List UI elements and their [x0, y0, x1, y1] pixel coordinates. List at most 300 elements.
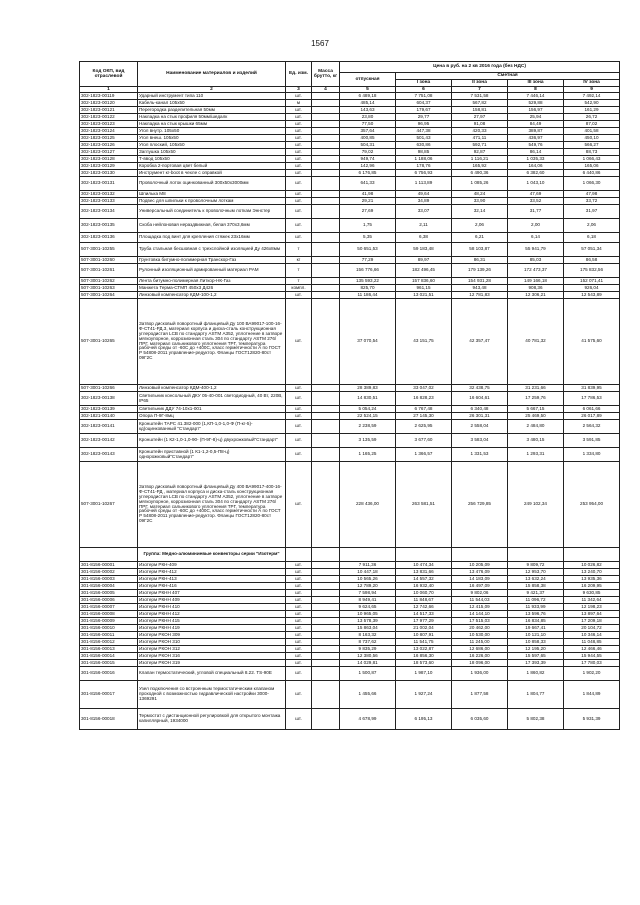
row-price: 32,14: [452, 205, 508, 219]
row-name: Затвор дисковый поворотный фланцевый Ду 400 ВА99017-400-16-Ф-СТ41-РД , материал корпуса и диска-сталь конструкционная углеродистая LCB по стандарту АSТМ А352, уплотнение в затворе мягкоупорное, коррозионная сталь 304 по стандарту АSТМ 276/ПРГ, материал сальникового уплотнения ТРГ, температура рабочей среды от -60С до +400С, класс герметичности А по ГОСТ Р 54808-2011 управление-редуктор. Фланцы ГОСТ12820-80ст 09Г2С: [138, 462, 286, 548]
row-name: Грунтовка битумно-полимерная Транскор-Газ: [138, 257, 286, 264]
row-price: 40 781,32: [508, 299, 564, 385]
row-mass: [312, 562, 340, 569]
row-price: 10 474,34: [396, 562, 452, 569]
row-price: 149 166,18: [508, 278, 564, 285]
row-price: 3 135,59: [340, 434, 396, 448]
row-price: 16 834,85: [508, 618, 564, 625]
row-price: 1 116,21: [452, 156, 508, 163]
row-price: 86,14: [508, 149, 564, 156]
row-mass: [312, 163, 340, 170]
row-price: 14 830,51: [340, 392, 396, 406]
row-price: 6,38: [396, 233, 452, 243]
row-price: 98,85: [396, 149, 452, 156]
row-name: Изотерм РКНН 410: [138, 604, 286, 611]
table-row: [80, 205, 620, 219]
row-price: 57 051,34: [564, 243, 620, 257]
row-unit: шт.: [286, 191, 312, 198]
row-name: Изотерм РКН-416: [138, 583, 286, 590]
row-unit: шт.: [286, 462, 312, 548]
row-price: 12 195,20: [508, 646, 564, 653]
row-price: 10 530,00: [452, 632, 508, 639]
row-mass: [312, 434, 340, 448]
row-price: 15 944,55: [564, 653, 620, 660]
row-name: Изотерм РКНН 419: [138, 625, 286, 632]
row-price: 26 017,89: [564, 413, 620, 420]
row-unit: шт.: [286, 639, 312, 646]
row-price: 12 415,09: [452, 604, 508, 611]
row-name: Инструмент кг-boot в чехле с оправкой: [138, 170, 286, 177]
row-mass: [312, 257, 340, 264]
row-price: 156,97: [508, 107, 564, 114]
row-code: 302-1823-00130: [80, 170, 138, 177]
row-unit: шт.: [286, 660, 312, 667]
row-price: 31 839,95: [564, 385, 620, 392]
row-price: 31,77: [508, 205, 564, 219]
table-row: [80, 604, 620, 611]
row-price: 10 565,26: [340, 576, 396, 583]
row-name: Накладка на стык профиля 50мм/шедалк: [138, 114, 286, 121]
table-row: [80, 219, 620, 233]
row-price: 48,24: [452, 191, 508, 198]
row-mass: [312, 604, 340, 611]
row-price: 1 043,10: [508, 177, 564, 191]
row-code: 507-3001-10260: [80, 257, 138, 264]
row-price: 20 104,72: [564, 625, 620, 632]
row-mass: [312, 219, 340, 233]
group-empty-cell: [564, 548, 620, 562]
row-name: Клапан термостатический, угловой специальный 8.22. TS-90E: [138, 667, 286, 681]
row-price: 14 517,33: [396, 611, 452, 618]
row-price: 549,76: [508, 142, 564, 149]
row-name: Площадка под винт для крепления стяжек 23х16мм: [138, 233, 286, 243]
row-price: 12 306,21: [508, 292, 564, 299]
row-price: 15 858,38: [508, 583, 564, 590]
row-price: 33,72: [564, 198, 620, 205]
row-unit: шт.: [286, 420, 312, 434]
row-unit: шт.: [286, 590, 312, 597]
row-unit: шт.: [286, 385, 312, 392]
row-mass: [312, 590, 340, 597]
table-row: [80, 667, 620, 681]
row-price: 16 932,40: [396, 583, 452, 590]
row-price: 20 462,00: [452, 625, 508, 632]
row-code: 301-8156-00016: [80, 667, 138, 681]
row-price: 13 022,87: [396, 646, 452, 653]
row-price: 43 151,75: [396, 299, 452, 385]
row-price: 357,64: [340, 128, 396, 135]
row-unit: шт.: [286, 413, 312, 420]
row-price: 49,64: [396, 191, 452, 198]
row-unit: шт.: [286, 205, 312, 219]
row-code: 301-8156-00010: [80, 625, 138, 632]
row-price: 1 500,87: [340, 667, 396, 681]
row-price: 9 421,37: [508, 590, 564, 597]
row-mass: [312, 660, 340, 667]
row-price: 47,69: [508, 191, 564, 198]
row-code: 507-3001-10262: [80, 278, 138, 285]
row-name: Манжета Терма-СТМП 450х3 Д426: [138, 285, 286, 292]
group-row: [80, 548, 620, 562]
row-price: 172 473,37: [508, 264, 564, 278]
row-mass: [312, 639, 340, 646]
row-price: 157 836,60: [396, 278, 452, 285]
row-price: 2 484,80: [508, 420, 564, 434]
row-price: 5 054,24: [340, 406, 396, 413]
row-price: 59 183,48: [396, 243, 452, 257]
table-row: [80, 385, 620, 392]
row-price: 249 102,34: [508, 462, 564, 548]
row-name: Линзовый компенсатор КДМ-100-1,2: [138, 292, 286, 299]
row-price: 3 480,15: [508, 434, 564, 448]
table-row: [80, 583, 620, 590]
row-price: 6 490,36: [452, 170, 508, 177]
table-row: [80, 569, 620, 576]
row-price: 3 591,85: [564, 434, 620, 448]
row-code: 302-1823-00136: [80, 233, 138, 243]
row-code: 302-1823-00122: [80, 114, 138, 121]
row-price: 11 544,03: [452, 597, 508, 604]
row-price: 12 742,66: [396, 604, 452, 611]
row-code: 507-3001-10267: [80, 462, 138, 548]
row-price: 16 604,61: [452, 392, 508, 406]
row-name: Изотерм РКОН 316: [138, 653, 286, 660]
row-price: 7 446,14: [508, 93, 564, 100]
table-row: [80, 576, 620, 583]
row-price: 42 357,47: [452, 299, 508, 385]
row-price: 1 902,20: [564, 667, 620, 681]
row-mass: [312, 149, 340, 156]
row-name: Шпилька М8: [138, 191, 286, 198]
row-mass: [312, 243, 340, 257]
row-name: Заглушка 105х50: [138, 149, 286, 156]
row-price: 12 686,00: [452, 646, 508, 653]
row-price: 7 751,08: [396, 93, 452, 100]
row-code: 507-3001-10264: [80, 292, 138, 299]
row-mass: [312, 709, 340, 730]
row-mass: [312, 170, 340, 177]
row-price: 450,10: [564, 135, 620, 142]
row-price: 228 436,00: [340, 462, 396, 548]
table-row: [80, 462, 620, 548]
row-price: 11 848,67: [396, 597, 452, 604]
row-unit: шт.: [286, 163, 312, 170]
table-row: [80, 653, 620, 660]
row-price: 6 756,93: [396, 170, 452, 177]
row-price: 11 933,99: [508, 604, 564, 611]
row-unit: т: [286, 264, 312, 278]
row-mass: [312, 285, 340, 292]
row-code: 507-3001-10266: [80, 385, 138, 392]
row-name: Т-ввод 105х50: [138, 156, 286, 163]
table-row: [80, 562, 620, 569]
row-price: 13 831,66: [396, 569, 452, 576]
row-price: 17 515,03: [452, 618, 508, 625]
row-price: 165,92: [452, 163, 508, 170]
row-price: 47,98: [564, 191, 620, 198]
row-price: 10 026,82: [564, 562, 620, 569]
row-unit: шт.: [286, 299, 312, 385]
row-unit: шт.: [286, 604, 312, 611]
row-price: 88,73: [564, 149, 620, 156]
row-price: 12 781,83: [452, 292, 508, 299]
row-price: 1 331,53: [452, 448, 508, 462]
row-price: 23,80: [340, 114, 396, 121]
header-zone2: II зона: [452, 80, 508, 87]
row-price: 16 856,30: [396, 653, 452, 660]
row-code: 301-8156-00005: [80, 590, 138, 597]
row-price: 9 802,06: [452, 590, 508, 597]
row-price: 256 729,85: [452, 462, 508, 548]
row-price: 31,97: [564, 205, 620, 219]
row-price: 1 860,82: [508, 667, 564, 681]
row-price: 2 625,95: [396, 420, 452, 434]
row-code: 302-1823-00141: [80, 420, 138, 434]
row-price: 13 578,39: [340, 618, 396, 625]
column-number: 6: [396, 87, 452, 93]
row-price: 27,97: [452, 114, 508, 121]
row-unit: шт.: [286, 611, 312, 618]
table-row: [80, 618, 620, 625]
row-name: Накладка на стык крышки 65мм: [138, 121, 286, 128]
row-code: 302-1823-00131: [80, 177, 138, 191]
row-name: Изотерм РКОН 309: [138, 632, 286, 639]
row-mass: [312, 205, 340, 219]
row-name: Изотерм РКН-412: [138, 569, 286, 576]
table-row: [80, 163, 620, 170]
row-price: 77,29: [340, 257, 396, 264]
row-unit: шт.: [286, 653, 312, 660]
row-price: 8 949,41: [340, 597, 396, 604]
header-name: Наименование материалов и изделий: [138, 62, 286, 87]
row-price: 33 047,02: [396, 385, 452, 392]
row-name: Изотерм РКНН 412: [138, 611, 286, 618]
row-price: 14 144,10: [452, 611, 508, 618]
row-name: Изотерм РКНН 407: [138, 590, 286, 597]
row-name: Кронштейн ТАРС 41.382-000 (1,КП-1,0-1,0-Ф (П-кг-5)-кд)оцинкованный "Стандарт": [138, 420, 286, 434]
row-price: 16 209,95: [564, 583, 620, 590]
row-price: 178,76: [396, 163, 452, 170]
row-price: 908,36: [508, 285, 564, 292]
row-price: 7 598,94: [340, 590, 396, 597]
row-mass: [312, 278, 340, 285]
row-unit: шт.: [286, 93, 312, 100]
row-price: 401,58: [564, 128, 620, 135]
header-unit: Ед. изм.: [286, 62, 312, 87]
table-row: [80, 590, 620, 597]
row-price: 501,43: [396, 135, 452, 142]
row-mass: [312, 406, 340, 413]
table-row: [80, 681, 620, 709]
row-price: 179 139,26: [452, 264, 508, 278]
group-empty-code: [80, 548, 138, 562]
row-mass: [312, 264, 340, 278]
row-price: 15 597,65: [508, 653, 564, 660]
row-price: 10 965,05: [340, 611, 396, 618]
row-price: 5,35: [340, 233, 396, 243]
row-name: Термостат с дистанционной регулировкой для открытого монтажа капиллярный, 1934000: [138, 709, 286, 730]
row-name: Изотерм РКН-413: [138, 576, 286, 583]
row-unit: шт.: [286, 198, 312, 205]
row-code: 301-8156-00007: [80, 604, 138, 611]
table-body: [80, 93, 620, 730]
row-name: Угол внутр. 105х50: [138, 128, 286, 135]
row-price: 86,31: [452, 257, 508, 264]
table-row: [80, 177, 620, 191]
row-price: 32 438,75: [452, 385, 508, 392]
row-name: Светильник ДДУ 74-10х1-001: [138, 406, 286, 413]
row-price: 447,38: [396, 128, 452, 135]
row-price: 87,02: [564, 121, 620, 128]
row-code: 301-8156-00008: [80, 611, 138, 618]
column-number: 9: [564, 87, 620, 93]
row-code: 301-8156-00018: [80, 709, 138, 730]
row-mass: [312, 177, 340, 191]
row-code: 301-8156-00003: [80, 576, 138, 583]
row-price: 84,49: [508, 121, 564, 128]
row-price: 7 492,14: [564, 93, 620, 100]
row-price: 2,06: [452, 219, 508, 233]
row-unit: шт.: [286, 597, 312, 604]
row-price: 79,02: [340, 149, 396, 156]
row-name: Светильник консольный ДКУ 05-40-001 светодиодный, 40 Вт, 220В, IP65: [138, 392, 286, 406]
header-zone3: III зона: [508, 80, 564, 87]
row-price: 19 667,41: [508, 625, 564, 632]
row-code: 302-1821-00140: [80, 413, 138, 420]
row-mass: [312, 576, 340, 583]
row-unit: шт.: [286, 434, 312, 448]
row-code: 301-8156-00006: [80, 597, 138, 604]
row-price: 142,96: [340, 163, 396, 170]
row-price: 28 389,83: [340, 385, 396, 392]
row-mass: [312, 448, 340, 462]
row-unit: шт.: [286, 681, 312, 709]
row-price: 400,85: [340, 135, 396, 142]
row-price: 4 678,99: [340, 709, 396, 730]
row-price: 9 809,72: [508, 562, 564, 569]
row-code: 301-8156-00004: [80, 583, 138, 590]
table-row: [80, 142, 620, 149]
row-unit: шт.: [286, 170, 312, 177]
row-unit: шт.: [286, 709, 312, 730]
row-name: Рулонный изоляционный армированный материал РАМ: [138, 264, 286, 278]
row-mass: [312, 625, 340, 632]
row-price: 85,03: [508, 257, 564, 264]
header-mass: Масса брутто, кг: [312, 62, 340, 87]
row-price: 6,14: [508, 233, 564, 243]
row-unit: шт.: [286, 392, 312, 406]
row-price: 7 531,58: [452, 93, 508, 100]
row-code: 301-8156-00002: [80, 569, 138, 576]
row-unit: т: [286, 243, 312, 257]
row-code: 302-1823-00126: [80, 142, 138, 149]
row-price: 6,21: [452, 233, 508, 243]
table-row: [80, 149, 620, 156]
row-unit: кг: [286, 257, 312, 264]
row-unit: т: [286, 278, 312, 285]
row-name: Изотерм РКНН 415: [138, 618, 286, 625]
row-price: 6 767,48: [396, 406, 452, 413]
row-name: Изотерм РКН-409: [138, 562, 286, 569]
row-price: 179,67: [396, 107, 452, 114]
row-price: 26,72: [564, 114, 620, 121]
row-price: 1 085,26: [452, 177, 508, 191]
table-row: [80, 299, 620, 385]
table-row: [80, 243, 620, 257]
row-unit: шт.: [286, 107, 312, 114]
row-mass: [312, 681, 340, 709]
row-name: Скоба нейлоновая нераздвижная, белая 370х3,6мм: [138, 219, 286, 233]
row-price: 135 593,22: [340, 278, 396, 285]
row-price: 41,98: [340, 191, 396, 198]
table-row: [80, 100, 620, 107]
row-price: 1 927,24: [396, 681, 452, 709]
row-price: 154 931,28: [452, 278, 508, 285]
row-code: 302-1823-00134: [80, 205, 138, 219]
row-mass: [312, 667, 340, 681]
row-price: 9 624,65: [340, 604, 396, 611]
row-mass: [312, 93, 340, 100]
row-code: 507-3001-10255: [80, 243, 138, 257]
group-title: Группа: Медно-алюминиевые конвекторы серии "Изотерм": [138, 548, 286, 562]
row-price: 58 103,87: [452, 243, 508, 257]
row-unit: шт.: [286, 114, 312, 121]
row-code: 302-1823-00121: [80, 107, 138, 114]
row-unit: шт.: [286, 562, 312, 569]
row-unit: шт.: [286, 121, 312, 128]
row-price: 16 226,00: [452, 653, 508, 660]
row-price: 6 176,85: [340, 170, 396, 177]
row-unit: шт.: [286, 135, 312, 142]
row-name: Перегородка разделительная 50мм: [138, 107, 286, 114]
row-price: 926,04: [564, 285, 620, 292]
row-name: Кабель-канал 105х50: [138, 100, 286, 107]
row-price: 10 346,14: [564, 632, 620, 639]
group-empty-cell: [340, 548, 396, 562]
table-row: [80, 292, 620, 299]
row-price: 33,90: [452, 198, 508, 205]
table-row: [80, 448, 620, 462]
table-row: [80, 639, 620, 646]
row-code: 302-1823-00132: [80, 191, 138, 198]
table-row: [80, 121, 620, 128]
row-price: 12 789,20: [340, 583, 396, 590]
page-number: 1567: [311, 39, 329, 48]
row-price: 961,15: [396, 285, 452, 292]
row-name: Опора П-9Г-8мц: [138, 413, 286, 420]
row-unit: шт.: [286, 128, 312, 135]
row-name: Коробка 2-портовая цвет белый: [138, 163, 286, 170]
row-price: 165,06: [564, 163, 620, 170]
row-price: 91,08: [452, 121, 508, 128]
row-price: 11 245,00: [452, 639, 508, 646]
row-name: Узел подключения со встроенным термостатическим клапаном проходной с возможностью гидравлической настройки 3000-1369291: [138, 681, 286, 709]
row-name: Кронштейн (1 К2-1,0-1,0-90- (П-9Г-8)-ц) двухрожковый"Стандарт": [138, 434, 286, 448]
row-price: 10 858,33: [508, 639, 564, 646]
row-mass: [312, 292, 340, 299]
row-mass: [312, 299, 340, 385]
row-name: Изотерм РКОН 312: [138, 646, 286, 653]
row-price: 17 786,53: [564, 392, 620, 406]
row-mass: [312, 107, 340, 114]
row-code: 301-8156-00017: [80, 681, 138, 709]
row-code: 301-8156-00011: [80, 632, 138, 639]
row-price: 825,70: [340, 285, 396, 292]
row-price: 13 240,70: [564, 569, 620, 576]
table-row: [80, 198, 620, 205]
row-price: 604,37: [396, 100, 452, 107]
row-price: 8 737,62: [340, 639, 396, 646]
